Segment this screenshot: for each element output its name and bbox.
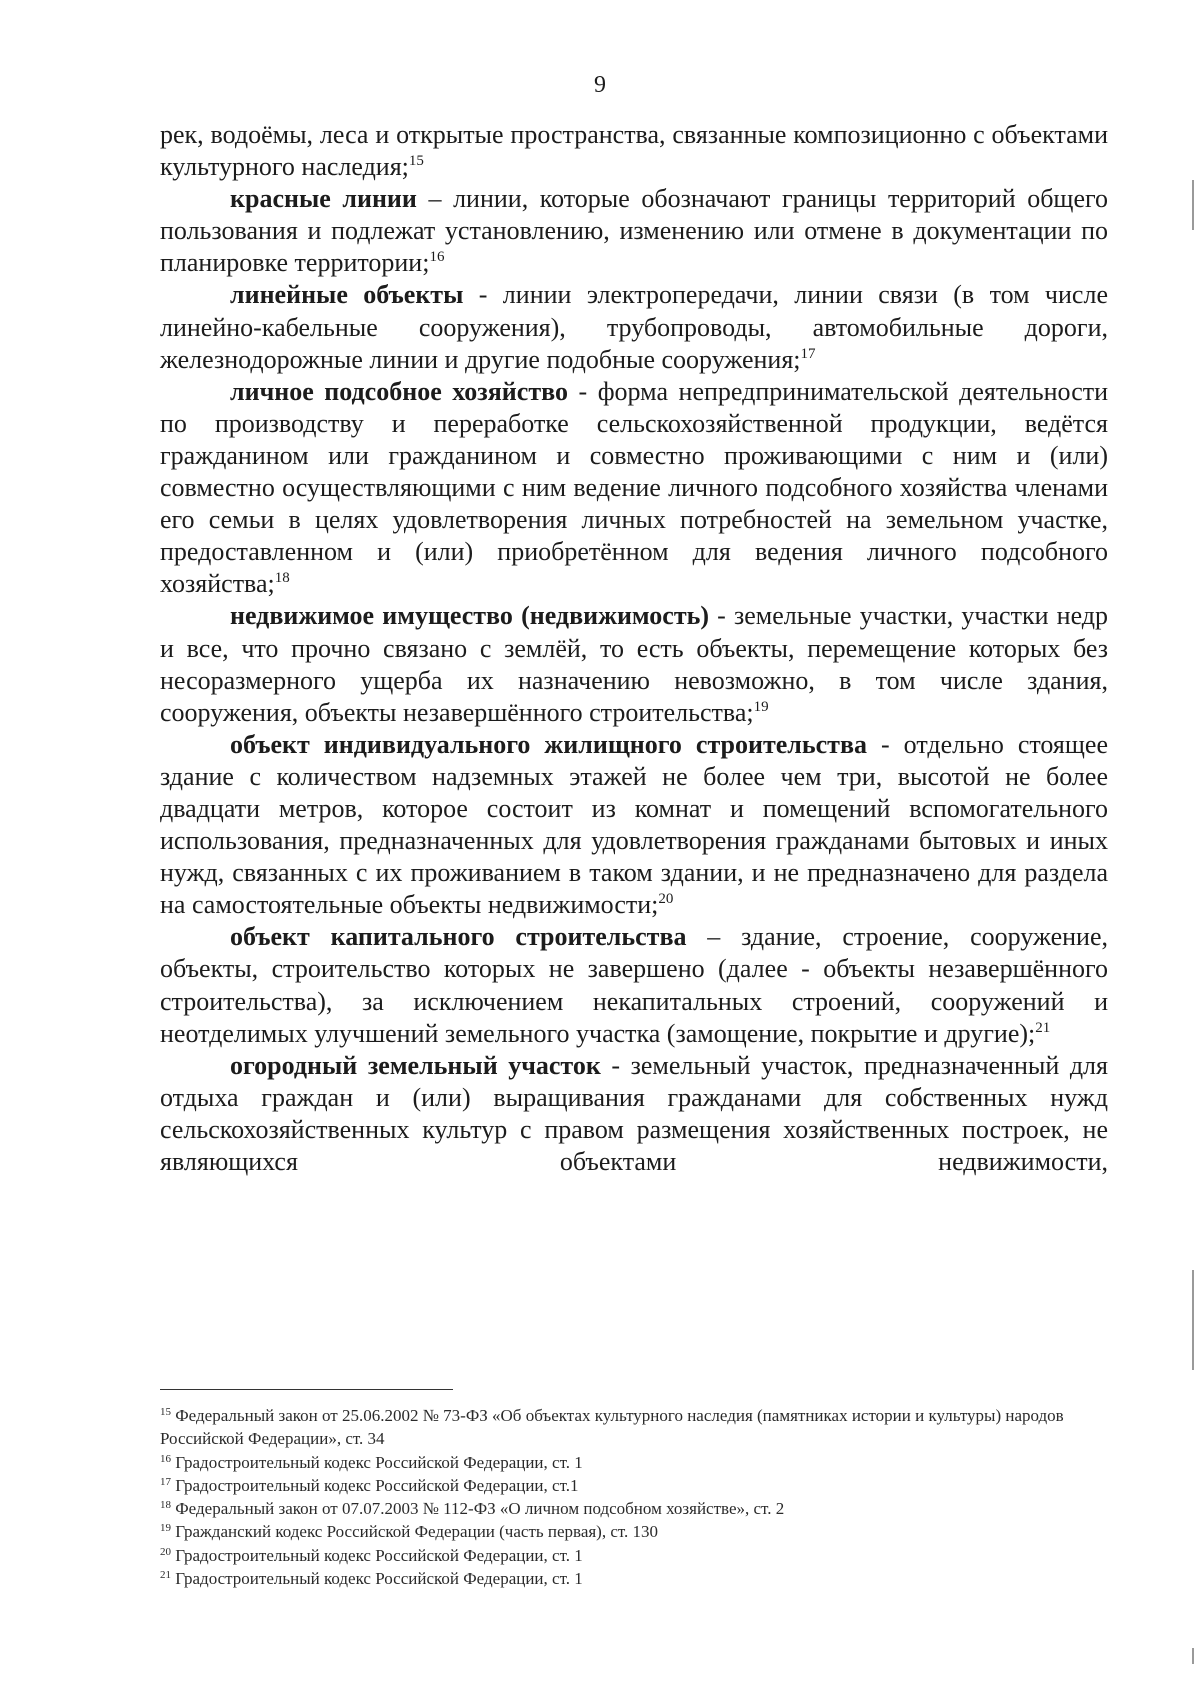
definition-text: - земельный участок, предназначенный для отдыха граждан и (или) выращивания гражданами для собственных нужд сельскохозяйственных культур с правом размещения хозяйственных построек, не являющихся объектами недвижимости, xyxy=(160,1050,1108,1176)
footnote-number: 16 xyxy=(160,1452,171,1465)
footnote-separator xyxy=(160,1389,453,1390)
definition-term: огородный земельный участок xyxy=(230,1050,601,1080)
definition-red-lines xyxy=(160,183,1108,279)
footnote-text: Градостроительный кодекс Российской Федерации, ст.1 xyxy=(175,1475,579,1495)
definition-real-estate xyxy=(160,600,1108,728)
scan-edge-mark xyxy=(1192,1648,1194,1664)
footnote-number: 17 xyxy=(160,1475,171,1488)
footnote-ref: 18 xyxy=(274,570,290,587)
definition-term: линейные объекты xyxy=(230,280,464,310)
definition-text: – линии, которые обозначают границы территорий общего пользования и подлежат установлению, изменению или отмене в документации по планировке территории; xyxy=(160,184,1109,278)
definition-term: недвижимое имущество (недвижимость) xyxy=(230,601,710,631)
definition-term: красные линии xyxy=(230,184,417,214)
footnote-ref: 20 xyxy=(658,891,674,908)
footnote-16 xyxy=(160,1451,1108,1474)
definition-personal-farm xyxy=(160,376,1108,601)
footnote-text: Градостроительный кодекс Российской Федерации, ст. 1 xyxy=(175,1569,583,1589)
footnote-text: Федеральный закон от 25.06.2002 № 73-ФЗ «Об объектах культурного наследия (памятниках истории и культуры) народов Российской Федерации», ст. 34 xyxy=(160,1406,1064,1449)
definition-garden-plot xyxy=(160,1050,1108,1178)
body-text xyxy=(160,119,1108,1178)
footnote-ref: 15 xyxy=(408,153,424,170)
page-number: 9 xyxy=(594,72,606,98)
footnote-20 xyxy=(160,1544,1108,1567)
definition-text: - линии электропередачи, линии связи (в том числе линейно-кабельные сооружения), трубопроводы, автомобильные дороги, железнодорожные линии и другие подобные сооружения; xyxy=(160,280,1108,374)
footnote-number: 18 xyxy=(160,1499,171,1512)
footnote-text: Федеральный закон от 07.07.2003 № 112-ФЗ «О личном подсобном хозяйстве», ст. 2 xyxy=(175,1499,785,1519)
footnote-19 xyxy=(160,1520,1108,1543)
paragraph-text: рек, водоёмы, леса и открытые пространства, связанные композиционно с объектами культурного наследия; xyxy=(160,120,1108,182)
footnote-ref: 16 xyxy=(429,249,445,266)
footnote-17 xyxy=(160,1474,1108,1497)
definition-term: личное подсобное хозяйство xyxy=(230,376,568,406)
footnote-text: Гражданский кодекс Российской Федерации (часть первая), ст. 130 xyxy=(175,1522,659,1542)
scan-edge-mark xyxy=(1192,180,1194,230)
definition-linear-objects xyxy=(160,279,1108,375)
definition-text: – здание, строение, сооружение, объекты, строительство которых не завершено (далее - объекты незавершённого строительства), за исключением некапитальных строений, сооружений и неотделимых улучшений земельного участка (замощение, покрытие и другие); xyxy=(160,922,1108,1048)
definition-term: объект капитального строительства xyxy=(230,922,687,952)
definition-individual-housing xyxy=(160,729,1108,922)
footnote-number: 15 xyxy=(160,1406,171,1418)
footnote-18 xyxy=(160,1497,1108,1520)
footnote-number: 19 xyxy=(160,1522,171,1535)
definition-capital-construction xyxy=(160,921,1108,1049)
footnote-ref: 19 xyxy=(753,698,769,715)
footnote-text: Градостроительный кодекс Российской Федерации, ст. 1 xyxy=(175,1545,583,1565)
definition-term: объект индивидуального жилищного строительства xyxy=(230,729,867,759)
footnote-text: Градостроительный кодекс Российской Федерации, ст. 1 xyxy=(175,1452,583,1472)
footnotes xyxy=(160,1404,1108,1590)
footnote-number: 21 xyxy=(160,1569,171,1582)
definition-text: - земельные участки, участки недр и все, что прочно связано с землёй, то есть объекты, перемещение которых без несоразмерного ущерба их назначению невозможно, в том числе здания, сооружения, объекты незавершённого строительства; xyxy=(160,601,1108,727)
footnote-15 xyxy=(160,1404,1108,1451)
definition-text: - отдельно стоящее здание с количеством надземных этажей не более чем три, высотой не более двадцати метров, которое состоит из комнат и помещений вспомогательного использования, предназначенных для удовлетворения гражданами бытовых и иных нужд, связанных с их проживанием в таком здании, и не предназначено для раздела на самостоятельные объекты недвижимости; xyxy=(160,729,1108,920)
footnote-ref: 21 xyxy=(1035,1019,1051,1036)
paragraph-intro xyxy=(160,119,1108,183)
footnote-number: 20 xyxy=(160,1545,171,1558)
definition-text: - форма непредпринимательской деятельности по производству и переработке сельскохозяйственной продукции, ведётся гражданином или гражданином и совместно проживающими с ним и (или) совместно осуществляющими с ним ведение личного подсобного хозяйства членами его семьи в целях удовлетворения личных потребностей на земельном участке, предоставленном и (или) приобретённом для ведения личного подсобного хозяйства; xyxy=(160,376,1109,599)
footnote-ref: 17 xyxy=(800,345,816,362)
scan-edge-mark xyxy=(1192,1270,1194,1370)
footnote-21 xyxy=(160,1567,1108,1590)
